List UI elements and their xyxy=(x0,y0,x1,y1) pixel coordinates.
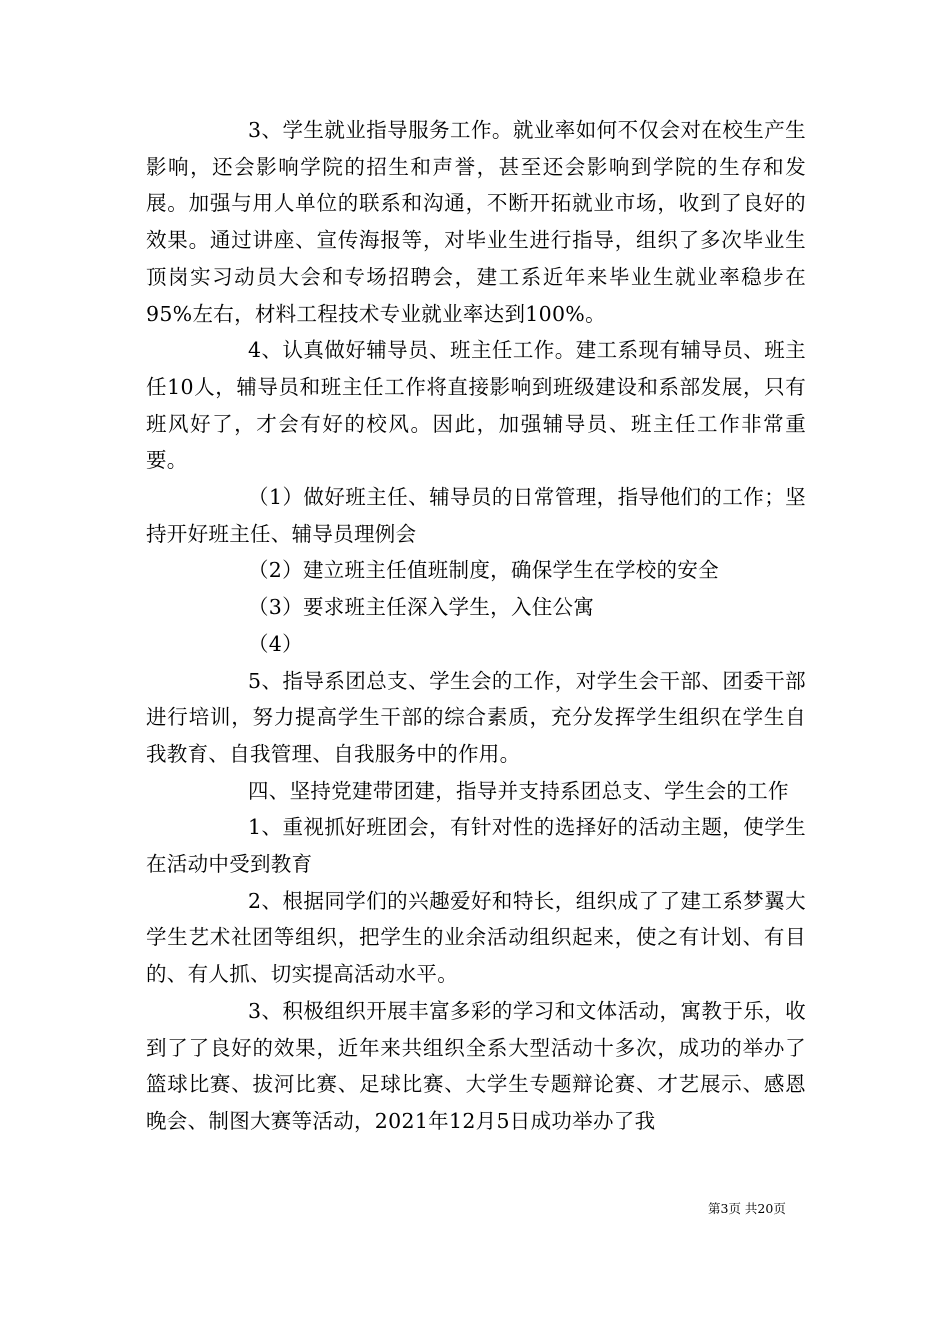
list-item-2: （2）建立班主任值班制度，确保学生在学校的安全 xyxy=(248,558,719,583)
paragraph-student-union: 5、指导系团总支、学生会的工作，对学生会干部、团委干部进行培训，努力提高学生干部的综合素质，充分发挥学生组织在学生自我教育、自我管理、自我服务中的作用。 xyxy=(146,668,806,766)
page-number-footer: 第3页 共20页 xyxy=(708,1201,786,1216)
paragraph-art-society: 2、根据同学们的兴趣爱好和特长，组织成了了建工系梦翼大学生艺术社团等组织，把学生的业余活动组织起来，使之有计划、有目的、有人抓、切实提高活动水平。 xyxy=(146,888,806,987)
list-item-4: （4） xyxy=(248,631,303,656)
document-body xyxy=(146,112,806,1140)
paragraph-employment: 3、学生就业指导服务工作。就业率如何不仅会对在校生产生影响，还会影响学院的招生和声誉，甚至还会影响到学院的生存和发展。加强与用人单位的联系和沟通，不断开拓就业市场，收到了良好的效果。通过讲座、宣传海报等，对毕业生进行指导，组织了多次毕业生顶岗实习动员大会和专场招聘会，建工系近年来毕业生就业率稳步在95%左右，材料工程技术专业就业率达到100%。 xyxy=(146,118,806,326)
list-item-1: （1）做好班主任、辅导员的日常管理，指导他们的工作；坚持开好班主任、辅导员理例会 xyxy=(146,485,806,546)
section-heading-party-building: 四、坚持党建带团建，指导并支持系团总支、学生会的工作 xyxy=(248,778,789,803)
paragraph-activities: 3、积极组织开展丰富多彩的学习和文体活动，寓教于乐，收到了了良好的效果，近年来共组织全系大型活动十多次，成功的举办了篮球比赛、拔河比赛、足球比赛、大学生专题辩论赛、才艺展示、感恩晚会、制图大赛等活动，2021年12月5日成功举办了我 xyxy=(146,998,806,1133)
paragraph-class-meetings: 1、重视抓好班团会，有针对性的选择好的活动主题，使学生在活动中受到教育 xyxy=(146,815,806,877)
list-item-3: （3）要求班主任深入学生，入住公寓 xyxy=(248,595,595,620)
paragraph-counselors: 4、认真做好辅导员、班主任工作。建工系现有辅导员、班主任10人，辅导员和班主任工作将直接影响到班级建设和系部发展，只有班风好了，才会有好的校风。因此，加强辅导员、班主任工作非常重要。 xyxy=(146,338,806,473)
